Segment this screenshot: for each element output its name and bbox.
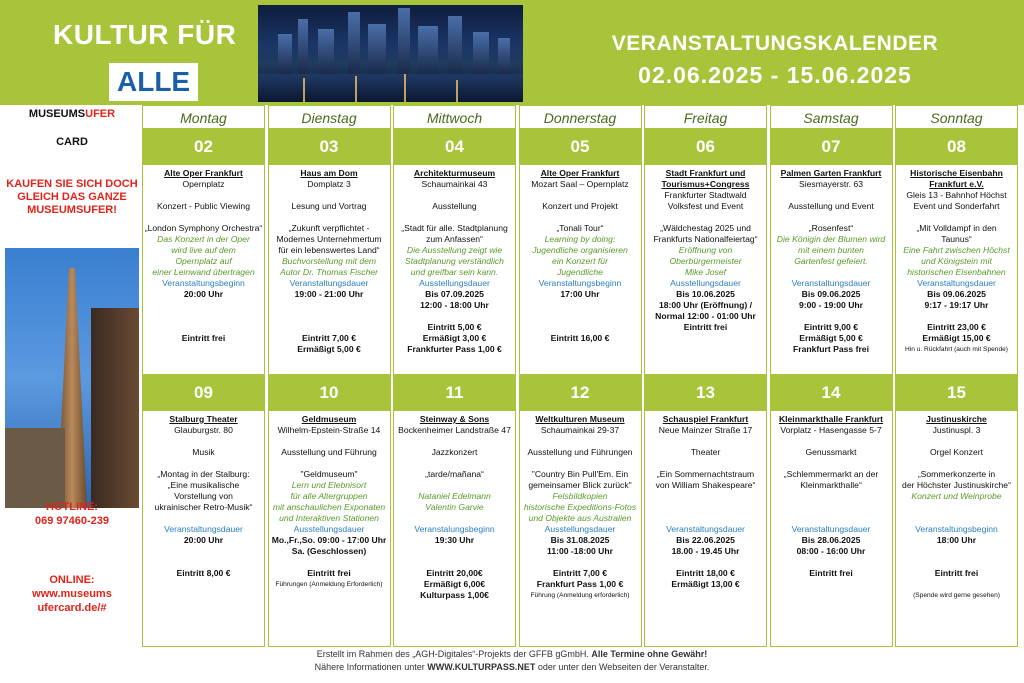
event-line: Lesung und Vortrag [291,201,367,211]
event-venue[interactable]: Steinway & Sons [419,414,490,424]
event-line: 11:00 -18:00 Uhr [547,546,613,556]
event-line: „Montag in der Stalburg: [157,469,250,479]
event-line: „Stadt für alle. Stadtplanung [401,223,508,233]
event-line: Eintritt frei [683,322,728,332]
event-line: Kleinmarkthalle“ [800,480,862,490]
event-line: Konzert und Projekt [542,201,618,211]
event-line: Konzert und Weinprobe [911,491,1002,501]
event-line: Event und Sonderfahrt [913,201,1000,211]
event-line: Veranstaltungsdauer [289,278,369,288]
event-line: Ermäßigt 6,00€ [423,579,486,589]
event-line: 9:17 - 19:17 Uhr [924,300,989,310]
event-line: Genussmarkt [805,447,857,457]
event-line: Glauburgstr. 80 [174,425,233,435]
event-cell [519,165,642,375]
event-line: Eine Fahrt zwischen Höchst [903,245,1010,255]
event-line: Mo.,Fr.,So. 09:00 - 17:00 Uhr [271,535,387,545]
event-cell [519,411,642,647]
event-line: Gartenfest gefeiert. [794,256,868,266]
header-banner [0,0,1024,105]
event-line: der Höchster Justinuskirche“ [902,480,1011,490]
event-line: und greifbar sein kann. [410,267,499,277]
title-line1: KULTUR FÜR [53,19,237,50]
event-line: Bis 10.06.2025 [676,289,735,299]
event-line: Konzert - Public Viewing [157,201,250,211]
weekday-header: Freitag [644,105,767,129]
spacer [394,436,515,447]
event-line: Lern und Elebnisort [291,480,367,490]
event-line: ukrainischer Retro-Musik“ [154,502,253,512]
event-line: Veranstaltungsbeginn [538,278,622,288]
event-line: Modernes Unternehmertum [276,234,382,244]
online [5,573,139,615]
event-line: „Ein Sommernachtstraum [656,469,755,479]
event-line: mit einem bunten [798,245,864,255]
online-url-1[interactable]: www.museums [32,588,112,600]
event-cell [770,411,893,647]
event-line: zum Anfassen“ [426,234,483,244]
spacer [896,546,1017,557]
event-line: Eintritt 20,00€ [426,568,483,578]
event-line: Frankfurt Pass 1,00 € [536,579,624,589]
event-line: Veranstaltungsdauer [666,524,745,534]
event-line: Ermäßigt 5,00 € [297,344,361,354]
event-line: Justinuspl. 3 [932,425,981,435]
event-line: Hin u. Rückfahrt (auch mit Spende) [905,346,1008,353]
event-line: Ausstellungsdauer [544,524,616,534]
spacer [269,458,390,469]
event-line: Veranstaltungsdauer [917,278,996,288]
event-line: Bis 22.06.2025 [676,535,735,545]
event-line: Frankfurter Pass 1,00 € [407,344,502,354]
event-cell [393,165,516,375]
event-venue[interactable]: Architekturmuseum [413,168,496,178]
event-cell [142,165,265,375]
weekday-header: Montag [142,105,265,129]
event-line: Führungen (Anmeldung Erforderlich) [275,581,383,588]
event-line: „tarde/mañana“ [425,469,484,479]
event-line: „London Symphony Orchestra“ [144,223,263,233]
footer-disclaimer: Alle Termine ohne Gewähr! [591,649,708,659]
spacer [394,480,515,491]
spacer [520,557,641,568]
spacer [394,311,515,322]
event-line: Jazzkonzert [431,447,478,457]
spacer [269,557,390,568]
day-number: 05 [519,129,642,165]
event-line: 17:00 Uhr [560,289,600,299]
event-line: Jugendliche [557,267,603,277]
event-line: Learning by doing: [544,234,616,244]
event-line: Eintritt 16,00 € [550,333,610,343]
spacer [520,311,641,322]
event-line: Bockenheimer Landstraße 47 [398,425,511,435]
day-number: 03 [268,129,391,165]
day-number: 15 [895,375,1018,411]
hotline [5,500,139,528]
event-line: Eintritt 8,00 € [176,568,231,578]
event-line: Valentin Garvie [425,502,484,512]
spacer [143,300,264,311]
event-line: „Schlemmermarkt an der [783,469,879,479]
event-venue[interactable]: Palmen Garten Frankfurt [780,168,882,178]
event-line: Führung (Anmeldung erforderlich) [530,592,630,599]
event-cell [393,411,516,647]
event-line: Eintritt 18,00 € [676,568,735,578]
event-line: Opernplatz [182,179,225,189]
event-line: historischen Eisenbahnen [907,267,1006,277]
title-box [5,5,255,102]
event-line: „Tonali Tour“ [556,223,604,233]
event-line: Frankfurt Pass frei [793,344,869,354]
spacer [143,311,264,322]
spacer [645,436,766,447]
event-line: Ermäßigt 13,00 € [671,579,740,589]
day-number: 10 [268,375,391,411]
event-line: Eintritt frei [809,568,853,578]
event-venue[interactable]: Alte Oper Frankfurt [164,168,243,178]
event-line: für alle Altergruppen [290,491,368,501]
event-venue[interactable]: Historische Eisenbahn Frankfurt e.V. [910,168,1003,189]
weekday-header: Dienstag [268,105,391,129]
event-line: Ausstellungsdauer [670,278,741,288]
spacer [394,557,515,568]
event-line: Eintritt 5,00 € [427,322,482,332]
event-cell [142,411,265,647]
event-venue[interactable]: Stalburg Theater [169,414,238,424]
event-cell [268,165,391,375]
event-line: Oberbürgermeister [669,256,742,266]
day-number: 12 [519,375,642,411]
event-line: „Sommerkonzerte in [917,469,996,479]
title-line2: ALLE [109,63,198,101]
event-line: Ermäßigt 5,00 € [799,333,863,343]
event-cell [895,165,1018,375]
event-line: Ausstellung und Führung [281,447,377,457]
spacer [520,322,641,333]
spacer [520,300,641,311]
event-line: Jugendliche organisieren [532,245,628,255]
promo-text: KAUFEN SIE SICH DOCH GLEICH DAS GANZE MUSEUMSUFER! [6,178,138,216]
event-line: „Zukunft verpflichtet - [288,223,370,233]
event-line: Ausstellungsdauer [293,524,365,534]
event-line: Musik [192,447,215,457]
event-line: Opernplatz auf [175,256,232,266]
spacer [394,513,515,524]
event-line: Eintritt 9,00 € [804,322,858,332]
event-line: 9:00 - 19:00 Uhr [798,300,863,310]
spacer [645,557,766,568]
event-line: Ausstellung und Führungen [527,447,633,457]
event-line: von William Shakespeare“ [655,480,756,490]
event-line: Frankfurter Stadtwald [664,190,747,200]
event-line: Neue Mainzer Straße 17 [658,425,753,435]
event-venue[interactable]: Geldmuseum [301,414,357,424]
event-line: Gleis 13 - Bahnhof Höchst [906,190,1007,200]
event-line: Eintritt frei [934,568,979,578]
event-line: Veranstalungsbeginn [414,524,495,534]
event-line: Ermäßigt 3,00 € [422,333,487,343]
event-line: Eintritt 23,00 € [927,322,986,332]
spacer [896,311,1017,322]
spacer [645,513,766,524]
event-line: Ausstellungsdauer [419,278,490,288]
event-line: Mozart Saal – Opernplatz [531,179,629,189]
spacer [520,190,641,201]
weekday-header: Donnerstag [519,105,642,129]
event-line: ein Konzert für [552,256,608,266]
event-line: Veranstaltungsdauer [791,524,871,534]
spacer [394,546,515,557]
event-line: 18:00 Uhr (Eröffnung) / [658,300,753,310]
day-number: 08 [895,129,1018,165]
event-line: Siesmayerstr. 63 [799,179,863,189]
event-line: Felsbildkopien [552,491,608,501]
footer [0,648,1024,674]
event-line: Ausstellung und Event [788,201,874,211]
day-number: 07 [770,129,893,165]
weekday-header: Sonntag [895,105,1018,129]
event-line: Veranstaltungsdauer [791,278,871,288]
spacer [645,491,766,502]
footer-credit: Erstellt im Rahmen des „AGH-Digitales“-Projekts der GFFB gGmbH. [316,649,589,659]
event-line: wird live auf dem [171,245,236,255]
event-line: Vorstellung von [174,491,233,501]
event-line: Bis 09.06.2025 [927,289,986,299]
event-line: Theater [690,447,721,457]
event-line: Stadtplanung verständlich [405,256,504,266]
event-line: Eintritt frei [181,333,226,343]
event-line: Kulturpass 1,00€ [420,590,489,600]
event-line: einer Leinwand übertragen [152,267,255,277]
event-line: Mike Josef [684,267,727,277]
spacer [520,458,641,469]
event-line: 18.00 - 19.45 Uhr [671,546,740,556]
event-line: Autor Dr. Thomas Fischer [279,267,379,277]
event-line: (Spende wird gerne gesehen) [913,592,1000,599]
day-number: 02 [142,129,265,165]
event-line: 18:00 Uhr [936,535,977,545]
spacer [645,502,766,513]
event-cell [644,411,767,647]
event-cell [895,411,1018,647]
weekday-header: Samstag [770,105,893,129]
spacer [143,557,264,568]
event-venue[interactable]: Haus am Dom [300,168,358,178]
footer-info-end: oder unter den Webseiten der Veranstalter. [537,662,710,672]
event-venue[interactable]: Schauspiel Frankfurt [662,414,749,424]
spacer [771,491,892,502]
event-line: für ein lebenswertes Land“ [278,245,380,255]
event-line: „Mit Volldampf in den [916,223,997,233]
event-line: historische Expeditions-Fotos [523,502,637,512]
footer-info: Nähere Informationen unter [314,662,425,672]
event-line: und Interaktiven Stationen [279,513,379,523]
event-line: „Wäldchestag 2025 und [660,223,751,233]
card-sub: CARD [56,136,88,148]
spacer [771,557,892,568]
event-line: 19:30 Uhr [434,535,475,545]
hotline-label: HOTLINE: [46,501,98,513]
event-line: Vorplatz - Hasengasse 5-7 [780,425,882,435]
card-part2: UFER [85,108,116,120]
hotline-number[interactable]: 069 97460-239 [34,515,109,527]
spacer [269,300,390,311]
event-line: "Geldmuseum" [300,469,358,479]
event-line: Eröffnung von [678,245,733,255]
spacer [896,212,1017,223]
event-line: Schaumainkai 43 [421,179,488,189]
event-line: Wilhelm-Epstein-Straße 14 [277,425,381,435]
event-line: 20:00 Uhr [183,535,224,545]
spacer [269,436,390,447]
event-line: "Country Bin Pull'Em. Ein [531,469,629,479]
spacer [771,436,892,447]
spacer [896,557,1017,568]
footer-link[interactable]: WWW.KULTURPASS.NET [427,662,536,672]
spacer [143,513,264,524]
day-number: 04 [393,129,516,165]
event-line: 20:00 Uhr [183,289,224,299]
spacer [143,546,264,557]
event-line: Veranstaltungsbeginn [915,524,998,534]
spacer [771,458,892,469]
spacer [143,190,264,201]
event-line: Eintritt 7,00 € [553,568,607,578]
event-line: Bis 07.09.2025 [425,289,484,299]
event-line: Nataniel Edelmann [418,491,491,501]
spacer [520,212,641,223]
sidebar [5,108,139,643]
event-line: und Königstein mit [921,256,992,266]
spacer [645,212,766,223]
event-line: Sa. (Geschlossen) [291,546,367,556]
event-line: Veranstaltungsdauer [164,524,243,534]
online-url-2[interactable]: ufercard.de/# [37,602,107,614]
spacer [771,513,892,524]
spacer [771,267,892,278]
spacer [269,190,390,201]
spacer [896,579,1017,590]
event-line: Domplatz 3 [307,179,351,189]
event-cell [644,165,767,375]
spacer [896,458,1017,469]
event-line: Bis 09.06.2025 [801,289,861,299]
calendar-dates: 02.06.2025 - 15.06.2025 [638,62,912,88]
tower-photo [5,248,139,508]
event-line: und Objekte aus Australien [528,513,632,523]
event-cell [770,165,893,375]
event-line: Die Ausstellung zeigt wie [406,245,503,255]
event-line: Ausstellung [432,201,477,211]
spacer [645,458,766,469]
day-number: 09 [142,375,265,411]
spacer [143,212,264,223]
event-line: Ermäßigt 15,00 € [922,333,991,343]
event-line: Taunus“ [941,234,972,244]
day-number: 11 [393,375,516,411]
spacer [143,322,264,333]
spacer [771,212,892,223]
day-number: 14 [770,375,893,411]
spacer [394,212,515,223]
online-label: ONLINE: [49,574,95,586]
event-line: 12:00 - 18:00 Uhr [420,300,489,310]
day-number: 06 [644,129,767,165]
event-line: Normal 12:00 - 01:00 Uhr [655,311,756,321]
event-line: Eintritt 7,00 € [302,333,356,343]
event-line: mit anschaulichen Exponaten [272,502,386,512]
spacer [143,436,264,447]
event-line: Frankfurts Nationalfeiertag“ [653,234,758,244]
spacer [896,513,1017,524]
card-part1: MUSEUMS [28,108,86,120]
event-line: Veranstaltungsbeginn [162,278,245,288]
spacer [394,458,515,469]
event-line: gemeinsamer Blick zurück" [528,480,632,490]
event-line: „Rosenfest“ [808,223,854,233]
event-venue[interactable]: Kleinmarkthalle Frankfurt [778,414,884,424]
spacer [269,311,390,322]
spacer [771,190,892,201]
spacer [143,458,264,469]
spacer [269,322,390,333]
event-line: Buchvorstellung mit dem [281,256,377,266]
spacer [269,212,390,223]
spacer [520,436,641,447]
spacer [771,502,892,513]
spacer [896,436,1017,447]
museumsufer-card-logo [5,108,139,120]
event-line: Bis 28.06.2025 [801,535,861,545]
weekday-header: Mittwoch [393,105,516,129]
calendar-title: VERANSTALTUNGSKALENDER [611,32,939,55]
event-line: 08:00 - 16:00 Uhr [796,546,866,556]
event-line: Bis 31.08.2025 [550,535,610,545]
spacer [394,190,515,201]
event-venue[interactable]: Justinuskirche [926,414,987,424]
event-line: Volksfest und Event [667,201,744,211]
event-venue[interactable]: Weltkulturen Museum [535,414,625,424]
event-line: Die Königin der Blumen wird [776,234,886,244]
event-venue[interactable]: Alte Oper Frankfurt [540,168,620,178]
event-line: Eintritt frei [307,568,351,578]
event-line: Schaumainkai 29-37 [540,425,620,435]
event-line: Orgel Konzert [929,447,984,457]
spacer [896,502,1017,513]
spacer [771,311,892,322]
event-line: 19:00 - 21:00 Uhr [294,289,364,299]
day-number: 13 [644,375,767,411]
event-line: Das Konzert in der Oper [157,234,250,244]
event-venue[interactable]: Stadt Frankfurt und Tourismus+Congress [661,168,750,189]
event-cell [268,411,391,647]
skyline-photo [258,5,523,102]
event-line: „Eine musikalische [167,480,240,490]
